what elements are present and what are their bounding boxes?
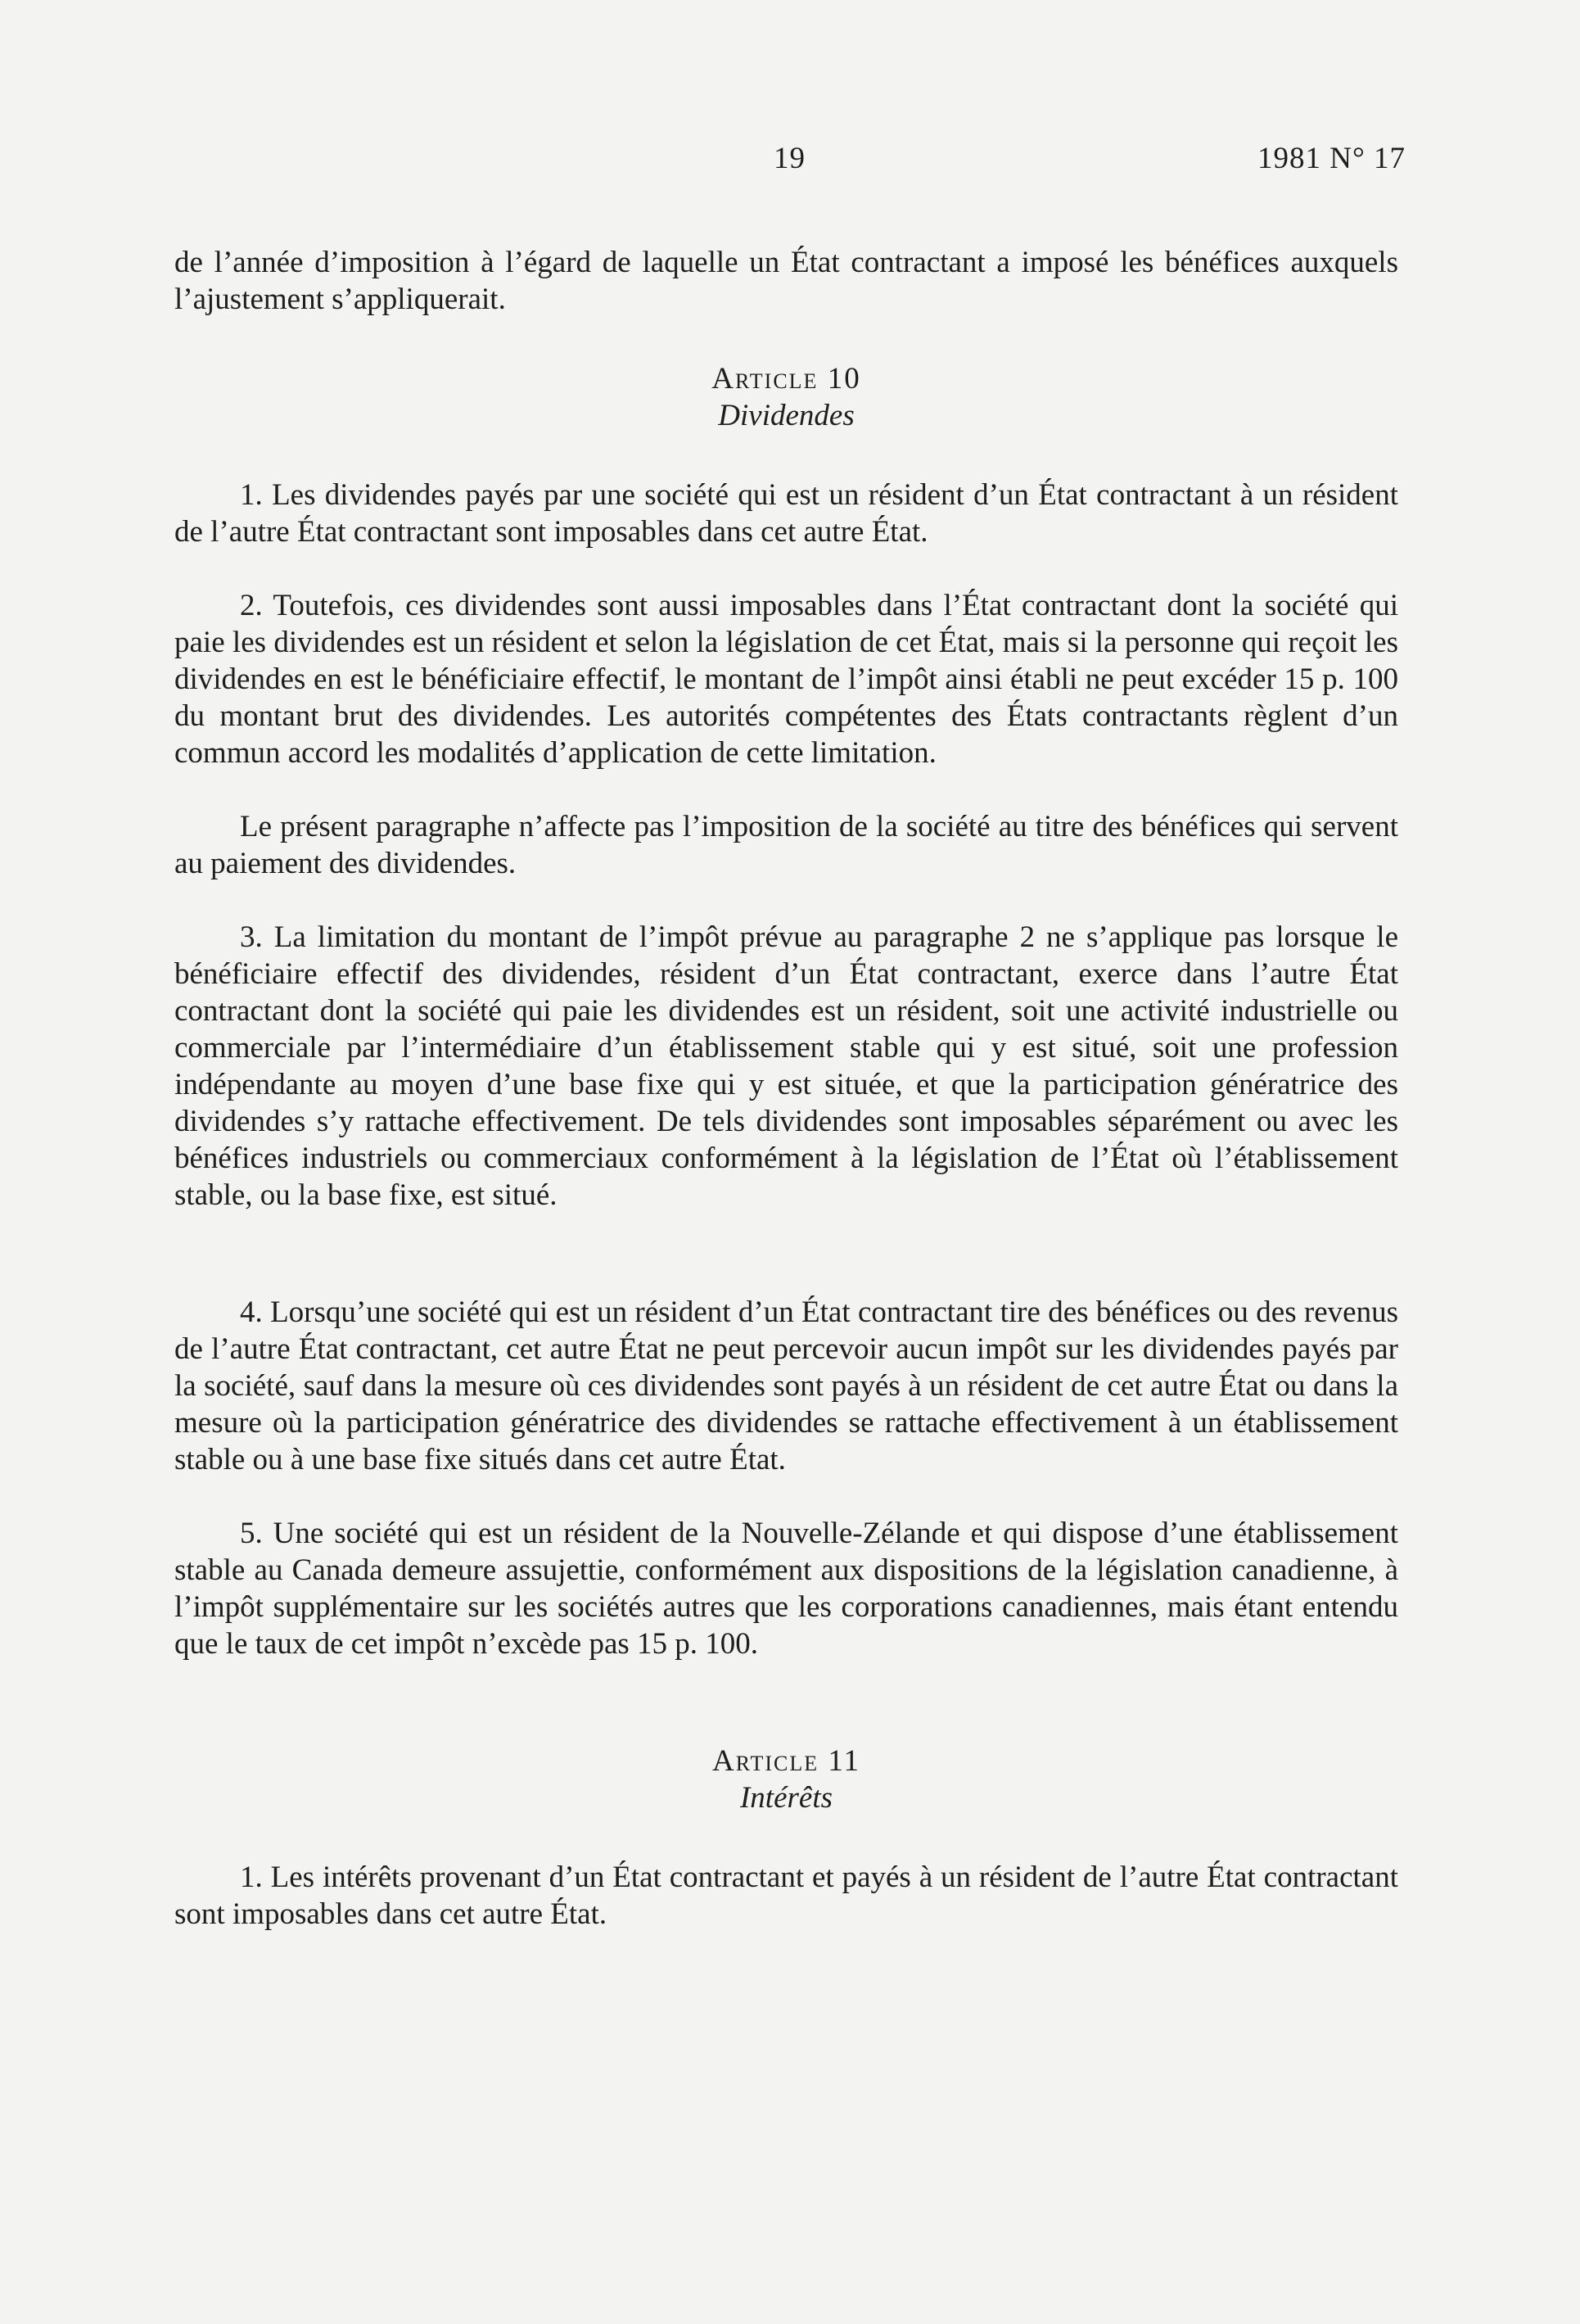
article-10-title: Article 10 (711, 362, 861, 396)
document-body (174, 244, 1398, 1933)
intro-paragraph: de l’année d’imposition à l’égard de laquelle un État contractant a imposé les bénéfices auxquels l’ajustement s’appliquerait. (174, 246, 1398, 316)
article-10-paragraph-2-continued: Le présent paragraphe n’affecte pas l’imposition de la société au titre des bénéfices qui servent au paiement des dividendes. (174, 810, 1398, 880)
article-10-paragraph-1: 1. Les dividendes payés par une société qui est un résident d’un État contractant à un résident de l’autre État contractant sont imposables dans cet autre État. (174, 478, 1398, 549)
article-11-paragraph-1: 1. Les intérêts provenant d’un État contractant et payés à un résident de l’autre État contractant sont imposables dans cet autre État. (174, 1861, 1398, 1931)
article-10-paragraph-2: 2. Toutefois, ces dividendes sont aussi imposables dans l’État contractant dont la société qui paie les dividendes est un résident et selon la législation de cet État, mais si la personne qui reçoit les dividendes en est le bénéficiaire effectif, le montant de l’impôt ainsi établi ne peut excéder 15 p. 100 du montant brut des dividendes. Les autorités compétentes des États contractants règlent d’un commun accord les modalités d’application de cette limitation. (174, 589, 1398, 770)
article-10-paragraph-3: 3. La limitation du montant de l’impôt prévue au paragraphe 2 ne s’applique pas lorsque le bénéficiaire effectif des dividendes, résident d’un État contractant, exerce dans l’autre État contractant dont la société qui paie les dividendes est un résident, soit une activité industrielle ou commerciale par l’intermédiaire d’un établissement stable qui y est situé, soit une profession indépendante au moyen d’une base fixe qui y est située, et que la participation génératrice des dividendes s’y rattache effectivement. De tels dividendes sont imposables séparément ou avec les bénéfices industriels ou commerciaux conformément à la législation de l’État où l’établissement stable, ou la base fixe, est situé. (174, 920, 1398, 1212)
article-10-subtitle: Dividendes (718, 399, 855, 432)
page-number: 19 (774, 142, 806, 175)
gazette-reference: 1981 N° 17 (1257, 142, 1406, 175)
article-11-subtitle: Intérêts (739, 1781, 833, 1815)
article-10-paragraph-5: 5. Une société qui est un résident de la Nouvelle-Zélande et qui dispose d’une établissement stable au Canada demeure assujettie, conformément aux dispositions de la législation canadienne, à l’impôt supplémentaire sur les sociétés autres que les corporations canadiennes, mais étant entendu que le taux de cet impôt n’excède pas 15 p. 100. (174, 1517, 1398, 1661)
article-11-title: Article 11 (711, 1744, 861, 1778)
article-10-paragraph-4: 4. Lorsqu’une société qui est un résident d’un État contractant tire des bénéfices ou des revenus de l’autre État contractant, cet autre État ne peut percevoir aucun impôt sur les dividendes payés par la société, sauf dans la mesure où ces dividendes sont payés à un résident de cet autre État ou dans la mesure où la participation génératrice des dividendes se rattache effectivement à un établissement stable ou à une base fixe situés dans cet autre État. (174, 1295, 1398, 1476)
